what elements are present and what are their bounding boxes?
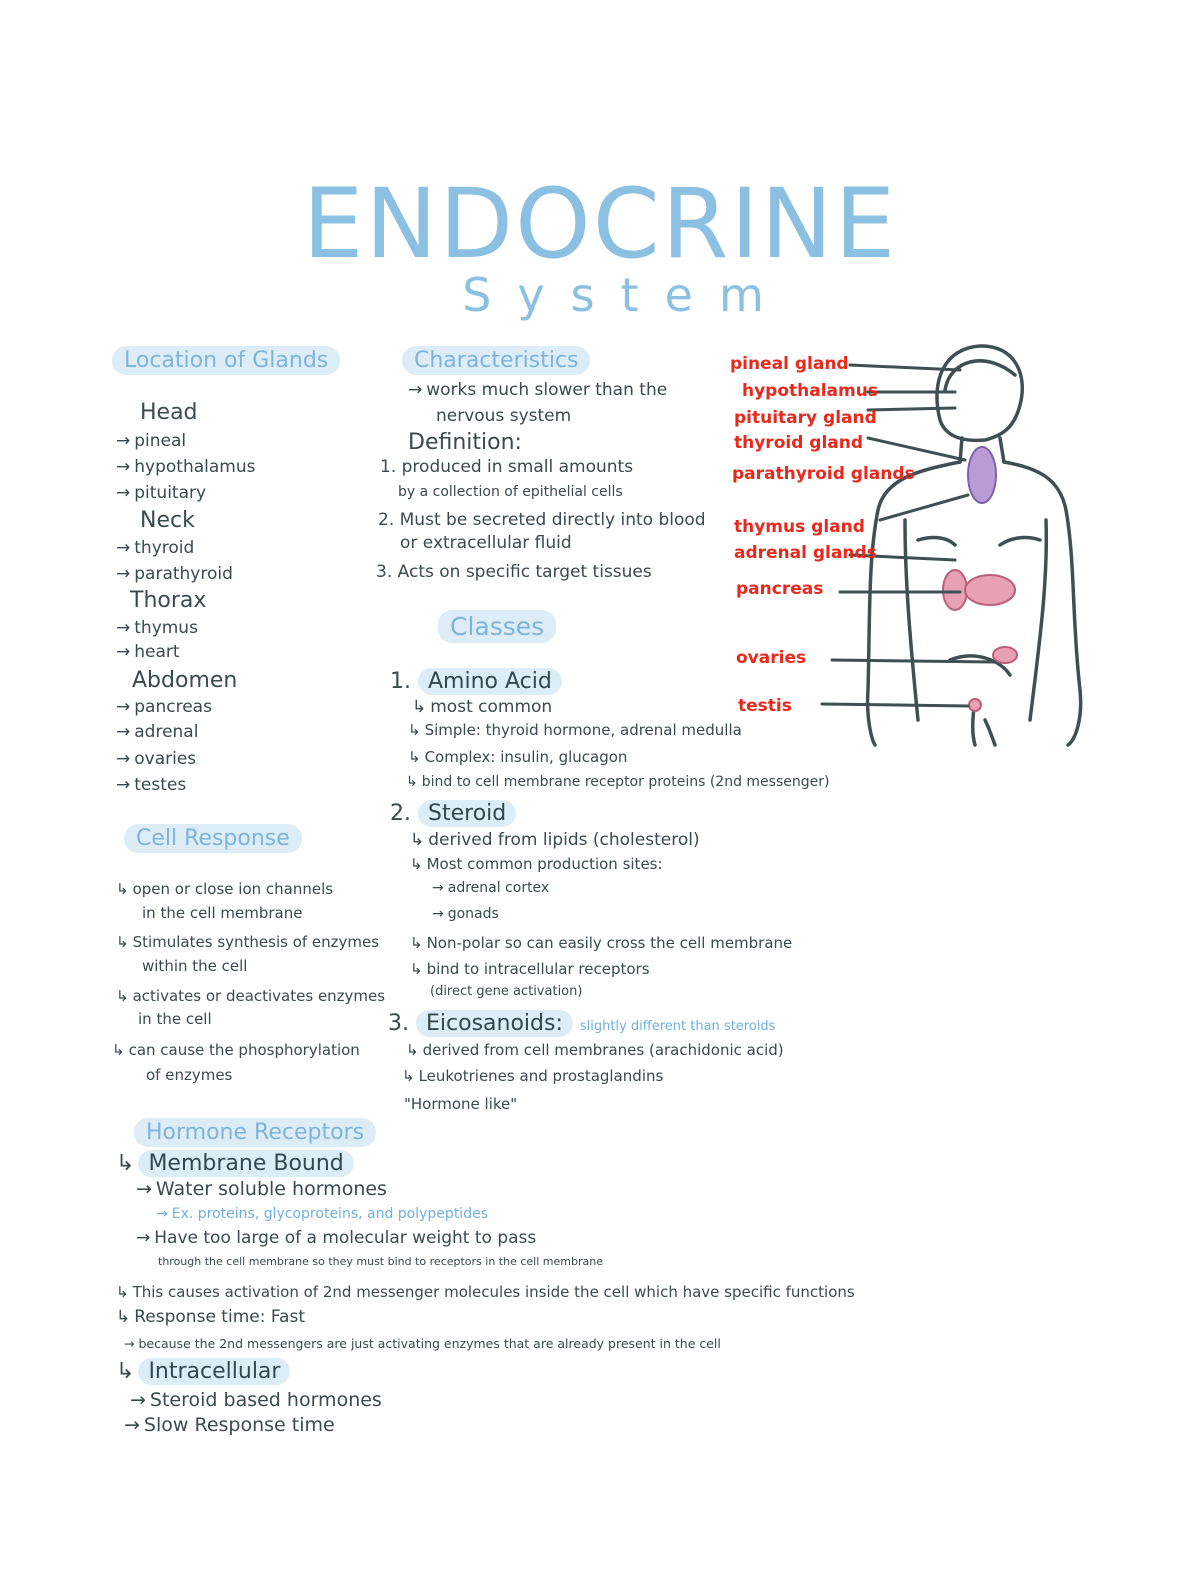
left-torso — [905, 520, 918, 720]
definition-item: 3. Acts on specific target tissues — [376, 562, 652, 582]
too-large: → Have too large of a molecular weight to pass — [136, 1228, 537, 1248]
class-steroid: 2. Steroid — [390, 800, 516, 827]
label-hypothalamus: hypothalamus — [742, 381, 878, 401]
slow-response: → Slow Response time — [124, 1414, 335, 1436]
adrenal-left-shape — [943, 570, 967, 610]
abdomen-item: → ovaries — [116, 749, 197, 769]
class-amino: 1. Amino Acid — [390, 668, 562, 695]
steroid-site: → adrenal cortex — [432, 880, 550, 896]
testis-shape — [969, 699, 981, 711]
label-testis: testis — [738, 696, 792, 716]
cell-response-item: ↳ Stimulates synthesis of enzymes — [116, 933, 380, 951]
abdomen-label: Abdomen — [132, 668, 238, 693]
ovary-shape — [993, 647, 1017, 663]
head-item: → pituitary — [116, 483, 207, 503]
location-heading: Location of Glands — [112, 346, 340, 375]
label-pancreas: pancreas — [736, 579, 824, 599]
definition-item: 2. Must be secreted directly into blood — [378, 510, 706, 530]
head-item: → hypothalamus — [116, 457, 256, 477]
leg-right — [985, 720, 995, 745]
definition-item: or extracellular fluid — [400, 533, 572, 553]
eico-item: ↳ Leukotrienes and prostaglandins — [402, 1067, 664, 1085]
through-membrane: through the cell membrane so they must bind to receptors in the cell membrane — [158, 1255, 603, 1268]
characteristic-point: → works much slower than the — [408, 380, 668, 400]
label-parathyroid: parathyroid glands — [732, 464, 915, 484]
label-thymus: thymus gland — [734, 517, 865, 537]
steroid-note: (direct gene activation) — [430, 984, 583, 999]
because-note: → because the 2nd messengers are just activating enzymes that are already present in the cell — [124, 1336, 721, 1351]
cell-response-item: of enzymes — [146, 1066, 233, 1084]
abdomen-item: → pancreas — [116, 697, 212, 717]
steroid-item: ↳ derived from lipids (cholesterol) — [410, 830, 700, 850]
steroid-site: → gonads — [432, 906, 499, 922]
definition-label: Definition: — [408, 430, 522, 455]
thorax-item: → heart — [116, 642, 180, 662]
label-thyroid: thyroid gland — [734, 433, 864, 453]
right-torso — [1030, 520, 1046, 720]
intracellular: ↳ Intracellular — [116, 1358, 290, 1385]
page-title: ENDOCRINE — [302, 168, 898, 280]
membrane-bound: ↳ Membrane Bound — [116, 1150, 354, 1177]
neck-item: → thyroid — [116, 538, 195, 558]
label-adrenal: adrenal glands — [734, 543, 877, 563]
steroid-item: ↳ Non-polar so can easily cross the cell membrane — [410, 934, 793, 952]
receptor-example: → Ex. proteins, glycoproteins, and polypeptides — [156, 1206, 488, 1222]
receptors-heading: Hormone Receptors — [134, 1118, 376, 1147]
eico-item: ↳ derived from cell membranes (arachidonic acid) — [406, 1041, 784, 1059]
characteristic-point: nervous system — [436, 406, 572, 426]
label-ovaries: ovaries — [736, 648, 807, 668]
cell-response-item: ↳ activates or deactivates enzymes — [116, 987, 386, 1005]
cell-response-item: ↳ open or close ion channels — [116, 880, 334, 898]
thorax-label: Thorax — [130, 588, 207, 613]
head-item: → pineal — [116, 431, 187, 451]
abdomen-item: → adrenal — [116, 722, 199, 742]
eico-quote: "Hormone like" — [404, 1095, 518, 1113]
label-pineal: pineal gland — [730, 354, 849, 374]
chest — [918, 538, 1040, 545]
class-eicosanoids: 3. Eicosanoids: slightly different than steroids — [388, 1011, 776, 1036]
response-fast: ↳ Response time: Fast — [116, 1307, 305, 1327]
steroid-item: ↳ bind to intracellular receptors — [410, 960, 650, 978]
abdomen-item: → testes — [116, 775, 187, 795]
steroid-based: → Steroid based hormones — [130, 1389, 382, 1411]
amino-item: ↳ bind to cell membrane receptor proteins (2nd messenger) — [406, 774, 830, 790]
amino-item: ↳ Complex: insulin, glucagon — [408, 748, 628, 766]
cell-response-item: in the cell — [138, 1010, 212, 1028]
steroid-item: ↳ Most common production sites: — [410, 855, 663, 873]
label-pituitary: pituitary gland — [734, 408, 877, 428]
cell-response-item: within the cell — [142, 957, 248, 975]
thyroid-gland-shape — [968, 447, 996, 503]
amino-item: ↳ most common — [412, 697, 553, 717]
hair-line — [945, 361, 1015, 390]
thorax-item: → thymus — [116, 618, 198, 638]
activation: ↳ This causes activation of 2nd messenger molecules inside the cell which have specific functions — [116, 1283, 855, 1301]
classes-heading: Classes — [438, 610, 556, 643]
definition-item: by a collection of epithelial cells — [398, 484, 623, 500]
water-soluble: → Water soluble hormones — [136, 1178, 387, 1200]
page-subtitle: System — [462, 268, 790, 322]
pancreas-shape — [965, 575, 1015, 605]
head-label: Head — [140, 400, 198, 425]
cell-response-item: in the cell membrane — [142, 904, 303, 922]
neck-item: → parathyroid — [116, 564, 233, 584]
cell-response-heading: Cell Response — [124, 824, 302, 853]
amino-item: ↳ Simple: thyroid hormone, adrenal medulla — [408, 721, 742, 739]
definition-item: 1. produced in small amounts — [380, 457, 634, 477]
characteristics-heading: Characteristics — [402, 346, 590, 375]
cell-response-item: ↳ can cause the phosphorylation — [112, 1041, 360, 1059]
neck-label: Neck — [140, 508, 195, 533]
